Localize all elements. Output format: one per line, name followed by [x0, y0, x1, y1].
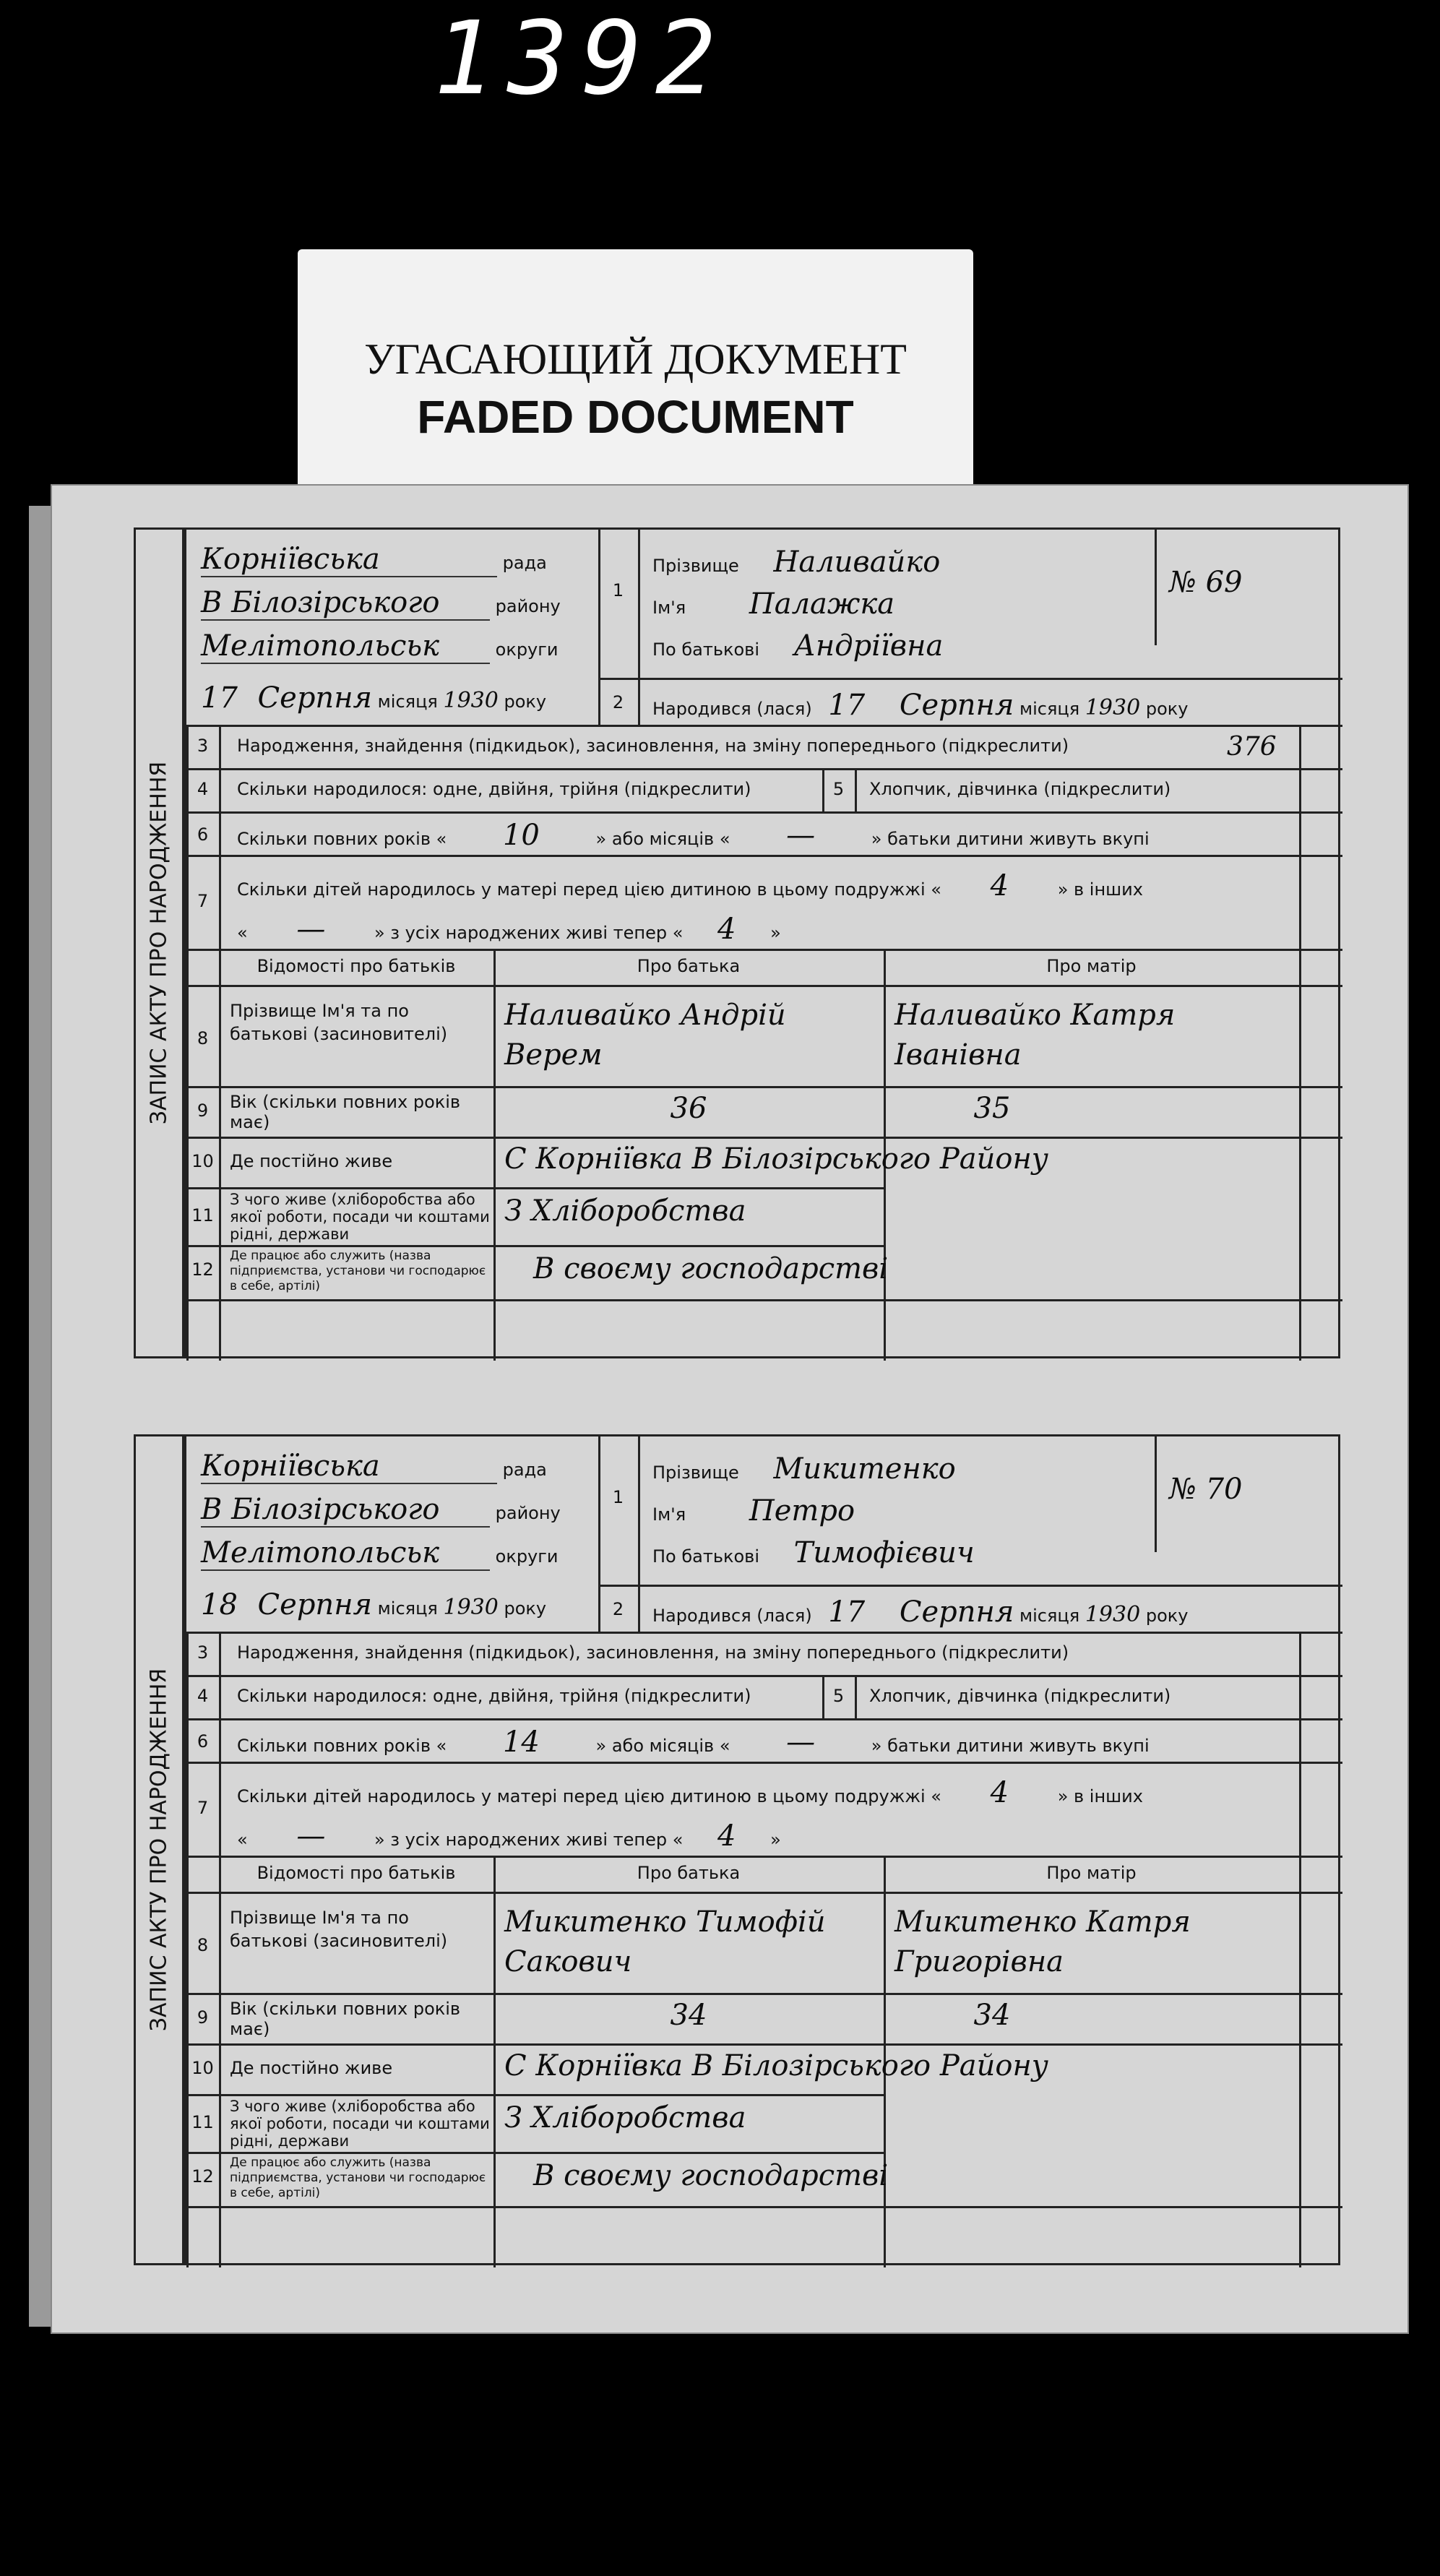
- row6-years: 10: [502, 819, 540, 852]
- occupation: З Хліборобства: [504, 1194, 746, 1228]
- child-name: Петро: [749, 1494, 855, 1528]
- row7-alive: 4: [717, 1819, 736, 1853]
- row12-label: Де працює або служить (назва підприємства, установи чи господарює в себе, артілі): [230, 1249, 486, 1293]
- row7-alive: 4: [717, 913, 736, 946]
- born-year-label: року: [1145, 1606, 1189, 1626]
- record-form: [184, 1434, 1340, 2265]
- row6-tail: » батьки дитини живуть вкупі: [871, 1736, 1150, 1756]
- occupation: З Хліборобства: [504, 2101, 746, 2135]
- reg-month-label: місяця: [377, 692, 438, 712]
- raion-value: В Білозірського: [201, 1493, 490, 1528]
- row9-label: Вік (скільки повних років має): [230, 1092, 461, 1132]
- surname-label: Прізвище: [652, 1463, 739, 1483]
- row-num-4: 4: [197, 779, 209, 799]
- row-num-11: 11: [191, 2112, 214, 2132]
- born-month-label: місяця: [1019, 699, 1080, 719]
- row-num-7: 7: [197, 1798, 209, 1818]
- row7-text-c: «: [237, 923, 248, 943]
- born-month: Серпня: [899, 689, 1014, 722]
- row7-text-e: »: [770, 1830, 781, 1850]
- row6-months-label: » або місяців «: [595, 1736, 730, 1756]
- workplace: В своєму господарстві: [533, 1252, 889, 1285]
- row-num-1: 1: [612, 580, 624, 600]
- row-num-12: 12: [191, 1259, 214, 1280]
- patronymic-label: По батькові: [652, 639, 759, 660]
- reg-day: 17: [201, 681, 238, 715]
- row-num-5: 5: [832, 779, 845, 799]
- row6-tail: » батьки дитини живуть вкупі: [871, 829, 1150, 849]
- patronymic-label: По батькові: [652, 1546, 759, 1567]
- faded-document-label: [298, 249, 973, 488]
- record-side-title: [134, 1434, 184, 2265]
- row-num-3: 3: [197, 1642, 209, 1663]
- side-title-text: ЗАПИС АКТУ ПРО НАРОДЖЕННЯ: [146, 1668, 172, 2032]
- row-num-12: 12: [191, 2166, 214, 2187]
- header-father: Про батька: [637, 956, 741, 976]
- born-month: Серпня: [899, 1595, 1014, 1629]
- row-num-9: 9: [197, 1100, 209, 1121]
- surname-label: Прізвище: [652, 556, 739, 576]
- record-form: [184, 527, 1340, 1358]
- side-title-text: ЗАПИС АКТУ ПРО НАРОДЖЕННЯ: [146, 761, 172, 1125]
- row-num-8: 8: [197, 1028, 209, 1048]
- born-label: Народився (лася): [652, 699, 812, 719]
- okrug-label: округи: [495, 1546, 559, 1567]
- name-label: Ім'я: [652, 1504, 686, 1525]
- row6-months: —: [786, 1726, 816, 1759]
- row-num-3: 3: [197, 736, 209, 756]
- row7-children-other: —: [296, 913, 326, 946]
- okrug-value: Мелітопольськ: [201, 629, 490, 664]
- row7-text-b: » в інших: [1057, 1786, 1143, 1806]
- row6-months: —: [786, 819, 816, 852]
- okrug-label: округи: [495, 639, 559, 660]
- row10-label: Де постійно живе: [230, 2058, 393, 2078]
- father-age: 36: [670, 1092, 707, 1125]
- row7-text-d: » з усіх народжених живі тепер «: [374, 923, 684, 943]
- rada-value: Корнiївська: [201, 543, 497, 577]
- born-label: Народився (лася): [652, 1606, 812, 1626]
- row-num-6: 6: [197, 824, 209, 845]
- row-num-6: 6: [197, 1731, 209, 1752]
- record-number: № 70: [1169, 1473, 1243, 1506]
- row5-text: Хлопчик, дівчинка (підкреслити): [869, 779, 1171, 799]
- born-day: 17: [828, 689, 866, 722]
- row-num-2: 2: [612, 1599, 624, 1619]
- row7-text-d: » з усіх народжених живі тепер «: [374, 1830, 684, 1850]
- record-number: № 69: [1169, 566, 1243, 599]
- born-year: 1930: [1085, 1602, 1141, 1627]
- mother-age: 34: [973, 1999, 1011, 2032]
- born-year-label: року: [1145, 699, 1189, 719]
- birth-record-1: [83, 527, 1340, 1358]
- reg-month: Серпня: [257, 1588, 373, 1621]
- row-num-5: 5: [832, 1686, 845, 1706]
- row4-text: Скільки народилося: одне, двійня, трійня (підкреслити): [237, 779, 751, 799]
- reg-year: 1930: [443, 688, 499, 713]
- child-patronymic: Андріївна: [793, 629, 944, 663]
- reg-month-label: місяця: [377, 1598, 438, 1619]
- child-name: Палажка: [749, 587, 895, 621]
- row3-text: Народження, знайдення (підкидьок), засиновлення, на зміну попереднього (підкреслити): [237, 1642, 1069, 1663]
- row8-label: Прізвище Ім'я та по батькові (засиновителі): [230, 1001, 448, 1044]
- margin-note: 376: [1227, 732, 1277, 762]
- row5-text: Хлопчик, дівчинка (підкреслити): [869, 1686, 1171, 1706]
- faded-label-ru: УГАСАЮЩИЙ ДОКУМЕНТ: [364, 335, 907, 383]
- row-num-2: 2: [612, 692, 624, 712]
- child-surname: Микитенко: [773, 1452, 956, 1486]
- row7-text-a: Скільки дітей народилось у матері перед цією дитиною в цьому подружжі «: [237, 1786, 941, 1806]
- row6-months-label: » або місяців «: [595, 829, 730, 849]
- rada-label: рада: [502, 1460, 547, 1480]
- row7-text-e: »: [770, 923, 781, 943]
- row9-label: Вік (скільки повних років має): [230, 1999, 461, 2039]
- mother-name: Микитенко Катря Григорівна: [894, 1905, 1191, 1978]
- workplace: В своєму господарстві: [533, 2159, 889, 2192]
- reg-year-label: року: [504, 1598, 547, 1619]
- mother-name: Наливайко Катря Іванівна: [894, 999, 1176, 1072]
- row-num-10: 10: [191, 1151, 214, 1171]
- row11-label: З чого живе (хліборобства або якої роботи, посади чи коштами рідні, держави: [230, 2098, 490, 2150]
- page-number: 1392: [434, 0, 730, 118]
- birth-record-2: [83, 1434, 1340, 2265]
- row7-children-other: —: [296, 1819, 326, 1853]
- header-father: Про батька: [637, 1863, 741, 1883]
- child-surname: Наливайко: [773, 546, 941, 579]
- child-patronymic: Тимофієвич: [793, 1536, 975, 1569]
- header-info: Відомості про батьків: [256, 956, 456, 976]
- father-name: Микитенко Тимофій Сакович: [504, 1905, 826, 1978]
- row-num-9: 9: [197, 2007, 209, 2028]
- row7-text-b: » в інших: [1057, 879, 1143, 900]
- row4-text: Скільки народилося: одне, двійня, трійня (підкреслити): [237, 1686, 751, 1706]
- mother-age: 35: [973, 1092, 1011, 1125]
- father-age: 34: [670, 1999, 707, 2032]
- row11-label: З чого живе (хліборобства або якої роботи, посади чи коштами рідні, держави: [230, 1191, 490, 1243]
- raion-value: В Білозірського: [201, 586, 490, 621]
- born-year: 1930: [1085, 695, 1141, 720]
- father-name: Наливайко Андрій Верем: [504, 999, 786, 1072]
- row3-text: Народження, знайдення (підкидьок), засиновлення, на зміну попереднього (підкреслити): [237, 736, 1069, 756]
- born-month-label: місяця: [1019, 1606, 1080, 1626]
- residence: С Корніївка В Білозірського Району: [504, 2049, 1049, 2082]
- okrug-value: Мелітопольськ: [201, 1536, 490, 1571]
- row-num-8: 8: [197, 1935, 209, 1955]
- reg-year-label: року: [504, 692, 547, 712]
- faded-label-en: FADED DOCUMENT: [417, 391, 854, 443]
- header-mother: Про матір: [1046, 956, 1137, 976]
- rada-value: Корніївська: [201, 1449, 497, 1484]
- record-side-title: [134, 527, 184, 1358]
- raion-label: району: [495, 1503, 561, 1523]
- reg-year: 1930: [443, 1595, 499, 1620]
- row6-years-label: Скільки повних років «: [237, 1736, 447, 1756]
- header-mother: Про матір: [1046, 1863, 1137, 1883]
- row7-text-a: Скільки дітей народилось у матері перед цією дитиною в цьому подружжі «: [237, 879, 941, 900]
- reg-day: 18: [201, 1588, 238, 1621]
- row-num-11: 11: [191, 1205, 214, 1225]
- raion-label: району: [495, 596, 561, 616]
- name-label: Ім'я: [652, 598, 686, 618]
- reg-month: Серпня: [257, 681, 373, 715]
- row6-years: 14: [502, 1726, 540, 1759]
- row7-children-before: 4: [990, 869, 1009, 903]
- row7-text-c: «: [237, 1830, 248, 1850]
- born-day: 17: [828, 1595, 866, 1629]
- row8-label: Прізвище Ім'я та по батькові (засиновителі): [230, 1908, 448, 1951]
- row6-years-label: Скільки повних років «: [237, 829, 447, 849]
- row-num-7: 7: [197, 891, 209, 911]
- rada-label: рада: [502, 553, 547, 573]
- header-info: Відомості про батьків: [256, 1863, 456, 1883]
- row-num-10: 10: [191, 2058, 214, 2078]
- row7-children-before: 4: [990, 1776, 1009, 1809]
- residence: С Корніївка В Білозірського Району: [504, 1142, 1049, 1176]
- row10-label: Де постійно живе: [230, 1151, 393, 1171]
- row-num-1: 1: [612, 1487, 624, 1507]
- row12-label: Де працює або служить (назва підприємства, установи чи господарює в себе, артілі): [230, 2155, 486, 2200]
- row-num-4: 4: [197, 1686, 209, 1706]
